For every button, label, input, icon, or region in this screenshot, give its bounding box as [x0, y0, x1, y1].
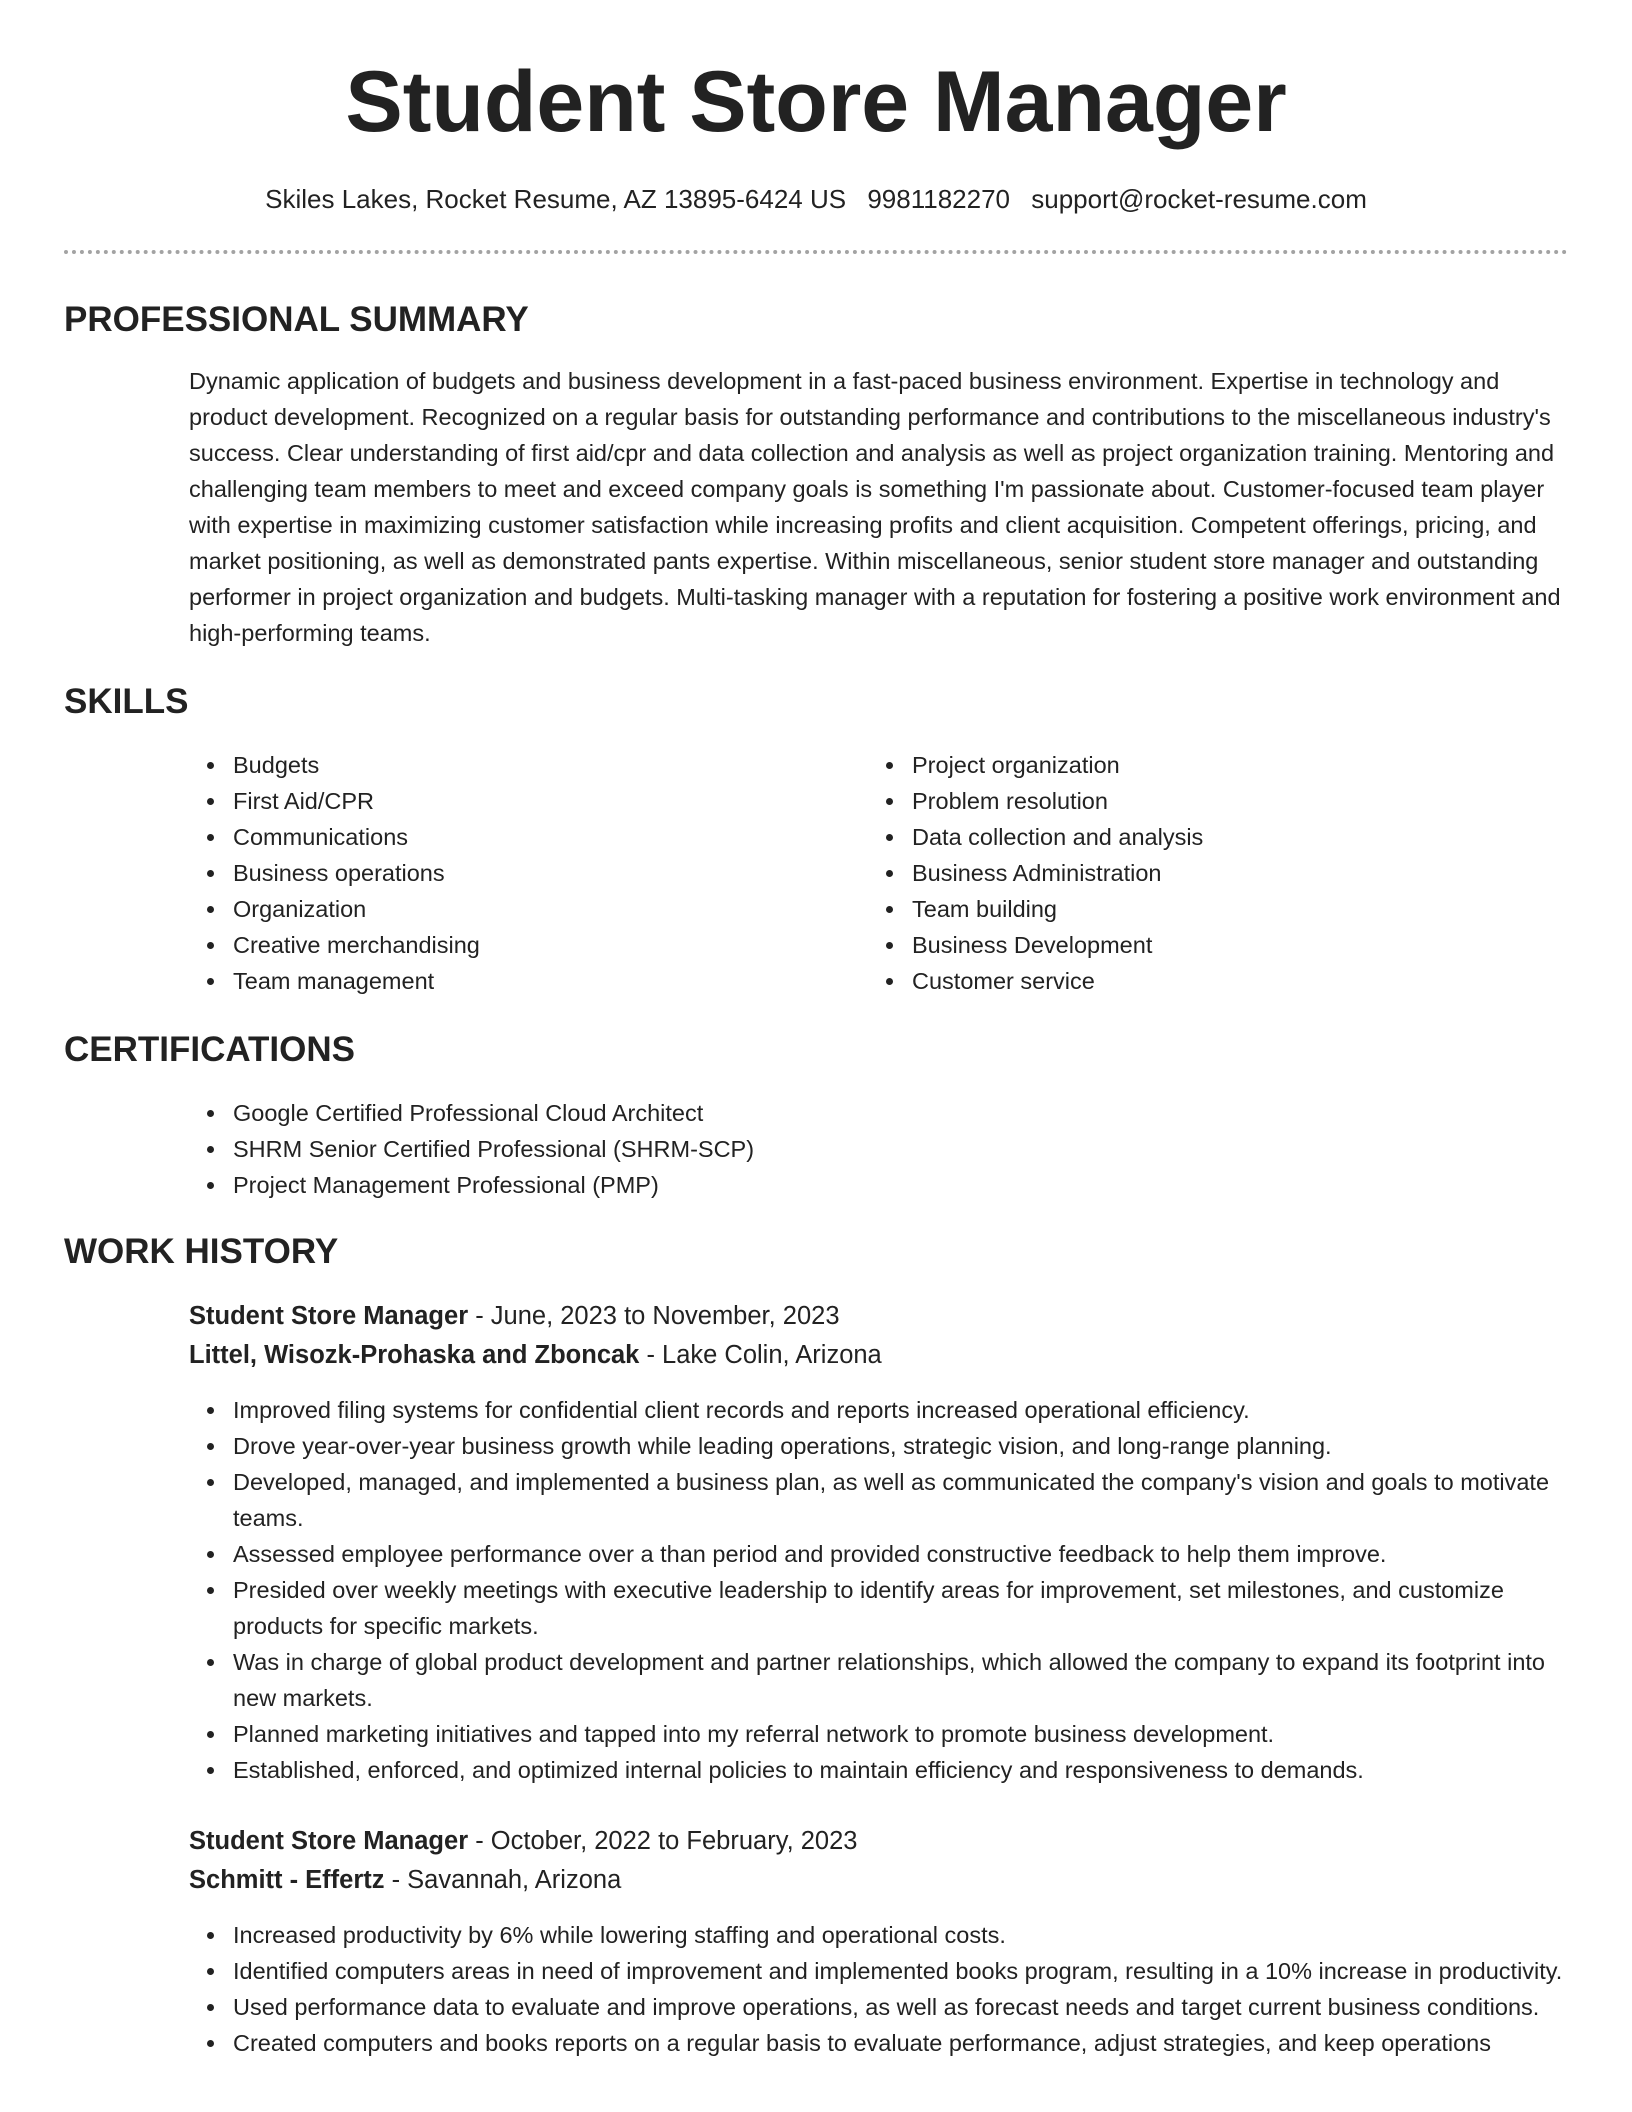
section-title-certifications: CERTIFICATIONS: [64, 1030, 356, 1069]
job-bullet: Was in charge of global product development and partner relationships, which allowed the company to expand its footprint into new markets.: [189, 1644, 1569, 1716]
job-dates: - October, 2022 to February, 2023: [468, 1827, 858, 1855]
job-bullet: Presided over weekly meetings with executive leadership to identify areas for improvement, set milestones, and customize products for specific markets.: [189, 1572, 1569, 1644]
job-company: Littel, Wisozk-Prohaska and Zboncak: [189, 1341, 640, 1369]
skill-item: Business operations: [189, 855, 480, 891]
header-divider: [64, 250, 1568, 254]
job-role: Student Store Manager: [189, 1827, 469, 1855]
job-title-line: [189, 1822, 857, 1860]
certification-item: SHRM Senior Certified Professional (SHRM-SCP): [189, 1131, 754, 1167]
job-bullets: [189, 1917, 1569, 2061]
skill-item: Business Administration: [868, 855, 1203, 891]
job-location: - Lake Colin, Arizona: [639, 1341, 882, 1369]
certifications-list: [189, 1095, 754, 1203]
skill-item: Business Development: [868, 927, 1203, 963]
job-bullet: Established, enforced, and optimized internal policies to maintain efficiency and responsiveness to demands.: [189, 1752, 1569, 1788]
summary-text: Dynamic application of budgets and business development in a fast-paced business environment. Expertise in technology and product development. Recognized on a regular basis for outstanding performance and contributions to the miscellaneous industry's success. Clear understanding of first aid/cpr and data collection and analysis as well as project organization training. Mentoring and challenging team members to meet and exceed company goals is something I'm passionate about. Customer-focused team player with expertise in maximizing customer satisfaction while increasing profits and client acquisition. Competent offerings, pricing, and market positioning, as well as demonstrated pants expertise. Within miscellaneous, senior student store manager and outstanding performer in project organization and budgets. Multi-tasking manager with a reputation for fostering a positive work environment and high-performing teams.: [189, 368, 1561, 646]
job-bullet: Increased productivity by 6% while lowering staffing and operational costs.: [189, 1917, 1569, 1953]
section-title-skills: SKILLS: [64, 682, 189, 721]
section-title-summary: PROFESSIONAL SUMMARY: [64, 300, 529, 339]
job-bullet: Planned marketing initiatives and tapped into my referral network to promote business development.: [189, 1716, 1569, 1752]
job-dates: - June, 2023 to November, 2023: [468, 1302, 840, 1330]
job-title-line: [189, 1297, 840, 1335]
contact-email: support@rocket-resume.com: [1031, 184, 1367, 214]
skills-list-right: [868, 747, 1203, 999]
skill-item: Customer service: [868, 963, 1203, 999]
job-role: Student Store Manager: [189, 1302, 469, 1330]
job-bullet: Assessed employee performance over a than period and provided constructive feedback to help them improve.: [189, 1536, 1569, 1572]
contact-line: [0, 178, 1632, 220]
contact-address: Skiles Lakes, Rocket Resume, AZ 13895-6424 US: [265, 184, 847, 214]
skill-item: Creative merchandising: [189, 927, 480, 963]
certification-item: Google Certified Professional Cloud Architect: [189, 1095, 754, 1131]
job-bullet: Identified computers areas in need of improvement and implemented books program, resulting in a 10% increase in productivity.: [189, 1953, 1569, 1989]
skill-item: Budgets: [189, 747, 480, 783]
skills-list-left: [189, 747, 480, 999]
skill-item: Project organization: [868, 747, 1203, 783]
job-bullet: Developed, managed, and implemented a business plan, as well as communicated the company's vision and goals to motivate teams.: [189, 1464, 1569, 1536]
skill-item: Team building: [868, 891, 1203, 927]
skill-item: Problem resolution: [868, 783, 1203, 819]
job-bullet: Created computers and books reports on a regular basis to evaluate performance, adjust strategies, and keep operations: [189, 2025, 1569, 2061]
job-bullet: Used performance data to evaluate and improve operations, as well as forecast needs and target current business conditions.: [189, 1989, 1569, 2025]
candidate-name: Student Store Manager: [345, 54, 1287, 150]
job-bullet: Improved filing systems for confidential client records and reports increased operational efficiency.: [189, 1392, 1569, 1428]
certification-item: Project Management Professional (PMP): [189, 1167, 754, 1203]
job-company: Schmitt - Effertz: [189, 1866, 385, 1894]
contact-phone: 9981182270: [867, 184, 1010, 214]
skill-item: First Aid/CPR: [189, 783, 480, 819]
job-bullets: [189, 1392, 1569, 1788]
job-bullet: Drove year-over-year business growth while leading operations, strategic vision, and long-range planning.: [189, 1428, 1569, 1464]
skill-item: Data collection and analysis: [868, 819, 1203, 855]
job-company-line: [189, 1336, 882, 1374]
skill-item: Communications: [189, 819, 480, 855]
skill-item: Team management: [189, 963, 480, 999]
job-location: - Savannah, Arizona: [384, 1866, 622, 1894]
section-title-work-history: WORK HISTORY: [64, 1232, 339, 1271]
job-company-line: [189, 1861, 621, 1899]
skill-item: Organization: [189, 891, 480, 927]
